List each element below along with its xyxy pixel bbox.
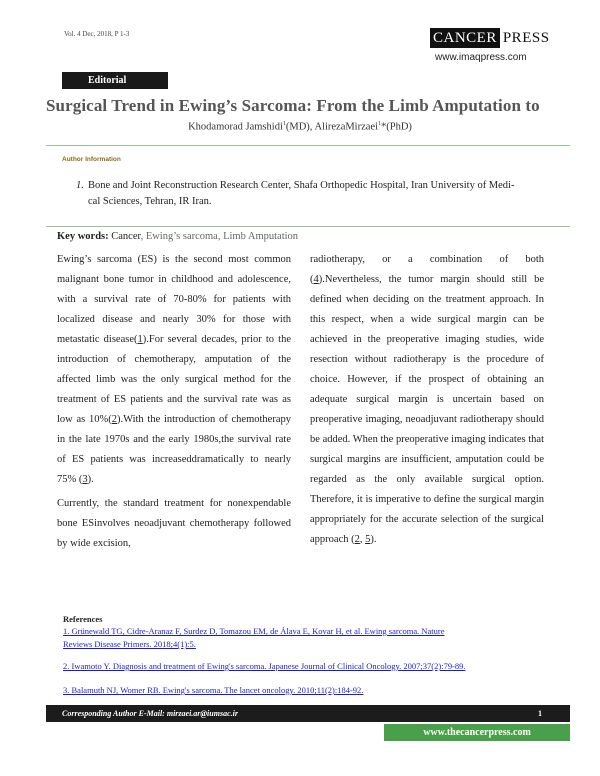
affiliation	[76, 178, 570, 210]
author-name: Khodamorad Jamshidi	[188, 121, 283, 133]
divider	[46, 145, 570, 146]
affiliation-line: Bone and Joint Reconstruction Research Center, Shafa Orthopedic Hospital, Iran University of Medi-	[88, 180, 515, 191]
author-affil-sup: 1	[378, 121, 381, 127]
affiliation-line: cal Sciences, Tehran, IR Iran.	[88, 196, 212, 207]
citation-link[interactable]: 2	[111, 414, 117, 425]
keyword: Limb Amputation	[223, 231, 299, 242]
affiliation-number: 1.	[76, 180, 84, 191]
logo-press-text: PRESS	[502, 30, 550, 46]
author-line	[0, 121, 600, 133]
footer-bar	[46, 705, 570, 722]
author-affil-sup: 1	[282, 121, 286, 127]
keyword: Ewing’s sarcoma	[145, 231, 218, 242]
reference-link[interactable]: 1. Grünewald TG, Cidre-Aranaz F, Surdez D, Tomazou EM, de Álava E, Kovar H, et al. Ewing sarcoma. Nature Reviews Disease Primers. 2018;4(1):5.	[63, 626, 445, 649]
reference-link[interactable]: 3. Balamuth NJ, Womer RB. Ewing's sarcoma. The lancet oncology. 2010;11(2):184-92.	[63, 685, 364, 695]
author-degree: (MD),	[285, 121, 315, 133]
logo-cancer-text: CANCER	[430, 28, 500, 48]
body-column-right	[310, 250, 544, 550]
body-paragraph: radiotherapy, or a combination of both (4).Nevertheless, the tumor margin should still be defined when deciding on the treatment approach. In this respect, when a wide surgical margin can be achieved in the preoperative imaging studies, wide resection without radiotherapy is the procedure of choice. However, if the prospect of obtaining an adequate surgical margin is uncertain based on preoperative imaging, neoadjuvant radiotherapy should be added. When the preoperative imaging indicates that surgical margins are insufficient, amputation could be regarded as the only available surgical option. Therefore, it is imperative to define the surgical margin appropriately for the accurate selection of the surgical approach (2, 5).	[310, 254, 544, 545]
body-paragraph: Currently, the standard treatment for nonexpendable bone ESinvolves neoadjuvant chemotherapy followed by wide excision,	[57, 498, 291, 549]
footer-url-link[interactable]: www.thecancerpress.com	[384, 724, 570, 741]
keyword-separator: ,	[217, 231, 224, 242]
keyword: Cancer	[111, 231, 141, 242]
volume-info: Vol. 4 Dec, 2018, P 1-3	[64, 30, 130, 38]
journal-url-link[interactable]: www.imaqpress.com	[435, 52, 527, 63]
citation-link[interactable]: 5	[365, 534, 371, 545]
journal-logo[interactable]	[430, 28, 550, 48]
page-number: 1	[538, 709, 542, 718]
keyword-separator: ,	[140, 231, 146, 242]
keywords-label: Key words:	[57, 231, 112, 242]
body-column-left	[57, 250, 291, 554]
citation-link[interactable]: 4	[313, 274, 319, 285]
keywords	[57, 231, 298, 242]
article-type-tag: Editorial	[62, 72, 168, 89]
article-title: Surgical Trend in Ewing’s Sarcoma: From the Limb Amputation to	[46, 96, 540, 115]
citation-link[interactable]: 3	[82, 474, 88, 485]
corresponding-author-email: Corresponding Author E-Mail: mirzaei.ar@iumsac.ir	[62, 709, 238, 718]
author-name: AlirezaMirzaei	[314, 121, 378, 133]
references-heading: References	[63, 614, 103, 624]
citation-link[interactable]: 2	[354, 534, 360, 545]
author-info-label: Author Information	[62, 156, 121, 163]
author-degree: *(PhD)	[381, 121, 412, 133]
reference-link[interactable]: 2. Iwamoto Y. Diagnosis and treatment of Ewing's sarcoma. Japanese Journal of Clinical Oncology. 2007;37(2):79-89.	[63, 661, 466, 671]
divider	[46, 226, 570, 227]
body-paragraph: Ewing’s sarcoma (ES) is the second most common malignant bone tumor in childhood and adolescence, with a survival rate of 70-80% for patients with localized disease and nearly 30% for those with metastatic disease(1).For several decades, prior to the introduction of chemotherapy, amputation of the affected limb was the only surgical method for the treatment of ES patients and the survival rate was as low as 10%(2).With the introduction of chemotherapy in the late 1970s and the early 1980s,the survival rate of ES patients was increaseddramatically to nearly 75% (3).	[57, 254, 291, 485]
citation-link[interactable]: 1	[137, 334, 143, 345]
